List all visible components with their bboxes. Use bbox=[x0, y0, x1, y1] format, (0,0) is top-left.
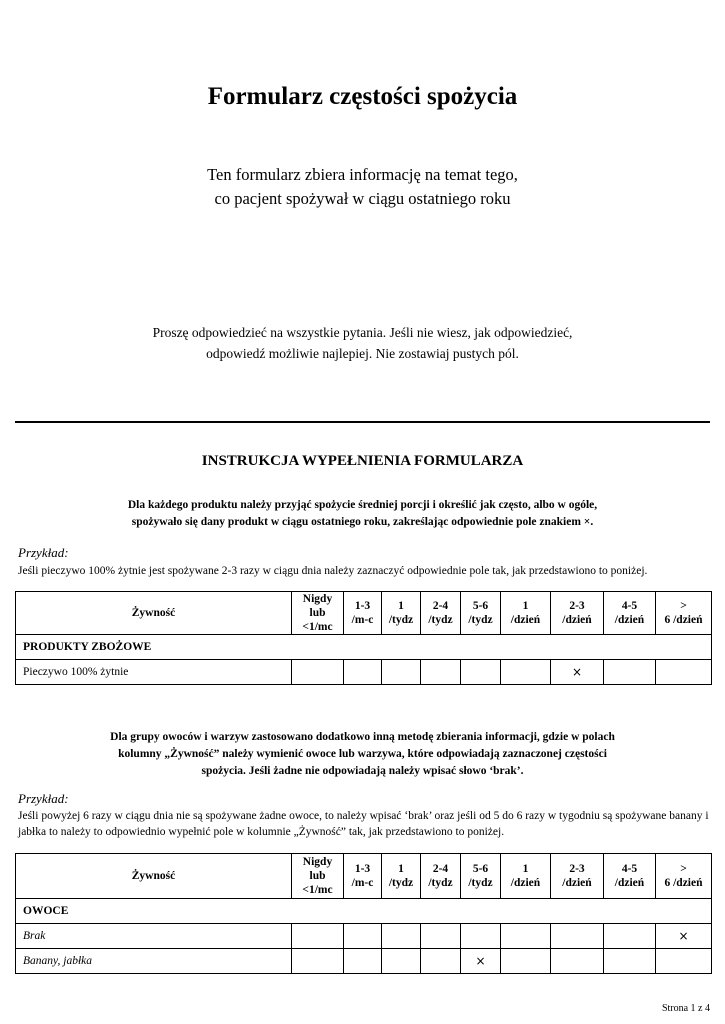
frequency-cell[interactable] bbox=[656, 949, 712, 974]
frequency-cell[interactable] bbox=[604, 660, 656, 685]
x-mark-icon: × bbox=[571, 665, 583, 679]
category-row: OWOCE bbox=[16, 899, 712, 924]
col-header-1-day: 1 /dzień bbox=[501, 854, 551, 899]
example-table-grains bbox=[15, 591, 712, 685]
header-row bbox=[16, 854, 712, 899]
food-item[interactable]: Brak bbox=[16, 924, 292, 949]
col-header-1-3-month: 1-3 /m-c bbox=[344, 854, 382, 899]
x-mark-icon: × bbox=[678, 929, 689, 943]
food-item: Pieczywo 100% żytnie bbox=[16, 660, 292, 685]
col-header-1-day: 1 /dzień bbox=[501, 592, 551, 635]
frequency-cell[interactable] bbox=[551, 949, 604, 974]
instruction-line: spożycia. Jeśli żadne nie odpowiadają należy wpisać słowo ‘brak’. bbox=[201, 765, 524, 777]
table-row bbox=[16, 949, 712, 974]
frequency-cell[interactable] bbox=[421, 949, 461, 974]
col-header-1-week: 1 /tydz bbox=[382, 854, 421, 899]
col-header-4-5-day: 4-5 /dzień bbox=[604, 592, 656, 635]
frequency-cell[interactable] bbox=[604, 924, 656, 949]
frequency-cell[interactable] bbox=[461, 660, 501, 685]
section-title: INSTRUKCJA WYPEŁNIENIA FORMULARZA bbox=[201, 453, 524, 469]
frequency-cell[interactable] bbox=[344, 660, 382, 685]
food-item[interactable]: Banany, jabłka bbox=[16, 949, 292, 974]
frequency-cell[interactable] bbox=[604, 949, 656, 974]
example-label: Przykład: bbox=[18, 791, 69, 806]
header-label: Nigdy lub <1/mc bbox=[302, 856, 333, 896]
frequency-cell[interactable] bbox=[501, 949, 551, 974]
col-header-never bbox=[292, 854, 344, 899]
col-header-2-3-day: 2-3 /dzień bbox=[551, 854, 604, 899]
frequency-cell[interactable] bbox=[344, 949, 382, 974]
frequency-cell[interactable] bbox=[382, 924, 421, 949]
frequency-cell[interactable] bbox=[551, 924, 604, 949]
frequency-cell[interactable] bbox=[461, 924, 501, 949]
col-header-5-6-week: 5-6 /tydz bbox=[461, 592, 501, 635]
col-header-5-6-week: 5-6 /tydz bbox=[461, 854, 501, 899]
frequency-cell[interactable] bbox=[292, 949, 344, 974]
note-line: Proszę odpowiedzieć na wszystkie pytania. Jeśli nie wiesz, jak odpowiedzieć, bbox=[152, 325, 573, 340]
category-row: PRODUKTY ZBOŻOWE bbox=[16, 635, 712, 660]
col-header-never bbox=[292, 592, 344, 635]
answer-note bbox=[0, 322, 725, 364]
example-table-fruits bbox=[15, 853, 712, 974]
table-row bbox=[16, 660, 712, 685]
page-number: Strona 1 z 4 bbox=[661, 1003, 710, 1014]
frequency-cell[interactable] bbox=[421, 924, 461, 949]
example-text: Jeśli powyżej 6 razy w ciągu dnia nie są spożywane żadne owoce, to należy wpisać ‘brak’ oraz jeśli od 5 do 6 razy w tygodniu są spożywane banany i jabłka to należy to odpowiednio wypełnić pole w kolumnie „Żywność” tak, jak przedstawiono to poniżej. bbox=[18, 810, 709, 838]
description-line: Ten formularz zbiera informację na temat tego, bbox=[207, 165, 518, 184]
frequency-cell-marked[interactable] bbox=[461, 949, 501, 974]
divider bbox=[15, 421, 710, 423]
frequency-cell[interactable] bbox=[292, 924, 344, 949]
header-row bbox=[16, 592, 712, 635]
col-header-food: Żywność bbox=[16, 854, 292, 899]
example-text: Jeśli pieczywo 100% żytnie jest spożywane 2-3 razy w ciągu dnia należy zaznaczyć odpowiednie pole tak, jak przedstawiono to poniżej. bbox=[18, 565, 648, 577]
note-line: odpowiedź możliwie najlepiej. Nie zostawiaj pustych pól. bbox=[206, 346, 519, 361]
frequency-cell[interactable] bbox=[382, 660, 421, 685]
instruction-line: Dla grupy owoców i warzyw zastosowano dodatkowo inną metodę zbierania informacji, gdzie w polach bbox=[110, 731, 615, 743]
col-header-6plus-day: > 6 /dzień bbox=[656, 592, 712, 635]
description-line: co pacjent spożywał w ciągu ostatniego roku bbox=[214, 189, 511, 208]
col-header-6plus-day: > 6 /dzień bbox=[656, 854, 712, 899]
col-header-1-week: 1 /tydz bbox=[382, 592, 421, 635]
group-instruction-text bbox=[0, 729, 725, 780]
instruction-line: Dla każdego produktu należy przyjąć spożycie średniej porcji i określić jak często, albo w ogóle, bbox=[127, 499, 598, 511]
table-row bbox=[16, 924, 712, 949]
frequency-cell-marked[interactable] bbox=[656, 924, 712, 949]
col-header-2-3-day: 2-3 /dzień bbox=[551, 592, 604, 635]
frequency-cell[interactable] bbox=[501, 924, 551, 949]
header-label: Nigdy lub <1/mc bbox=[302, 593, 333, 633]
instruction-text bbox=[0, 497, 725, 531]
example-label: Przykład: bbox=[18, 545, 69, 560]
frequency-cell[interactable] bbox=[421, 660, 461, 685]
col-header-4-5-day: 4-5 /dzień bbox=[604, 854, 656, 899]
col-header-2-4-week: 2-4 /tydz bbox=[421, 854, 461, 899]
form-description bbox=[0, 163, 725, 211]
page-title: Formularz częstości spożycia bbox=[207, 83, 518, 110]
frequency-cell[interactable] bbox=[501, 660, 551, 685]
col-header-1-3-month: 1-3 /m-c bbox=[344, 592, 382, 635]
frequency-cell-marked[interactable] bbox=[551, 660, 604, 685]
frequency-cell[interactable] bbox=[382, 949, 421, 974]
x-mark-icon: × bbox=[475, 954, 486, 968]
frequency-cell[interactable] bbox=[344, 924, 382, 949]
frequency-cell[interactable] bbox=[292, 660, 344, 685]
col-header-food: Żywność bbox=[16, 592, 292, 635]
instruction-line: kolumny „Żywność” należy wymienić owoce lub warzywa, które odpowiadają zaznaczonej częstości bbox=[118, 748, 607, 760]
frequency-cell[interactable] bbox=[656, 660, 712, 685]
instruction-line: spożywało się dany produkt w ciągu ostatniego roku, zakreślając odpowiednie pole znakiem ×. bbox=[131, 516, 594, 528]
col-header-2-4-week: 2-4 /tydz bbox=[421, 592, 461, 635]
